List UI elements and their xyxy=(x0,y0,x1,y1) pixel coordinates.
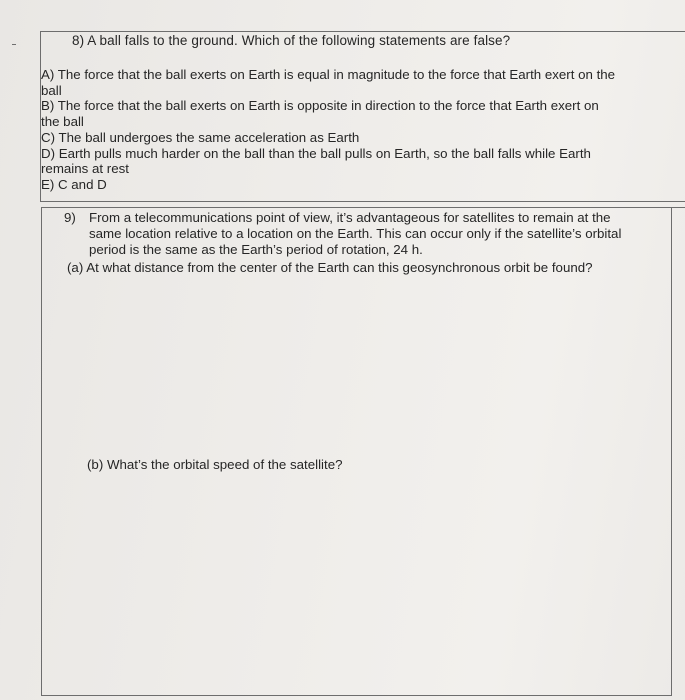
question-8-option-b: B) The force that the ball exerts on Earth is opposite in direction to the force that Earth exert on xyxy=(41,98,599,113)
question-9-part-b: (b) What’s the orbital speed of the satellite? xyxy=(87,457,343,472)
question-9-text-line: From a telecommunications point of view, it’s advantageous for satellites to remain at the xyxy=(89,210,611,225)
question-9-text-line: period is the same as the Earth’s period of rotation, 24 h. xyxy=(89,242,423,257)
question-9-part-a: (a) At what distance from the center of the Earth can this geosynchronous orbit be found? xyxy=(67,260,593,275)
question-9-text-line: same location relative to a location on the Earth. This can occur only if the satellite’s orbital xyxy=(89,226,622,241)
question-8-option-a-cont: ball xyxy=(41,83,62,98)
question-9-box xyxy=(41,207,672,696)
question-8-option-d-cont: remains at rest xyxy=(41,161,129,176)
question-8-option-e: E) C and D xyxy=(41,177,107,192)
question-9-number: 9) xyxy=(64,210,76,225)
question-8-option-a: A) The force that the ball exerts on Earth is equal in magnitude to the force that Earth exert on the xyxy=(41,67,616,82)
question-8-option-d: D) Earth pulls much harder on the ball than the ball pulls on Earth, so the ball falls while Earth xyxy=(41,146,591,161)
question-8-title: 8) A ball falls to the ground. Which of the following statements are false? xyxy=(72,33,511,48)
margin-mark xyxy=(12,44,16,45)
question-8-option-b-cont: the ball xyxy=(41,114,84,129)
question-8-option-c: C) The ball undergoes the same acceleration as Earth xyxy=(41,130,360,145)
question-9-top-rule xyxy=(41,207,685,208)
